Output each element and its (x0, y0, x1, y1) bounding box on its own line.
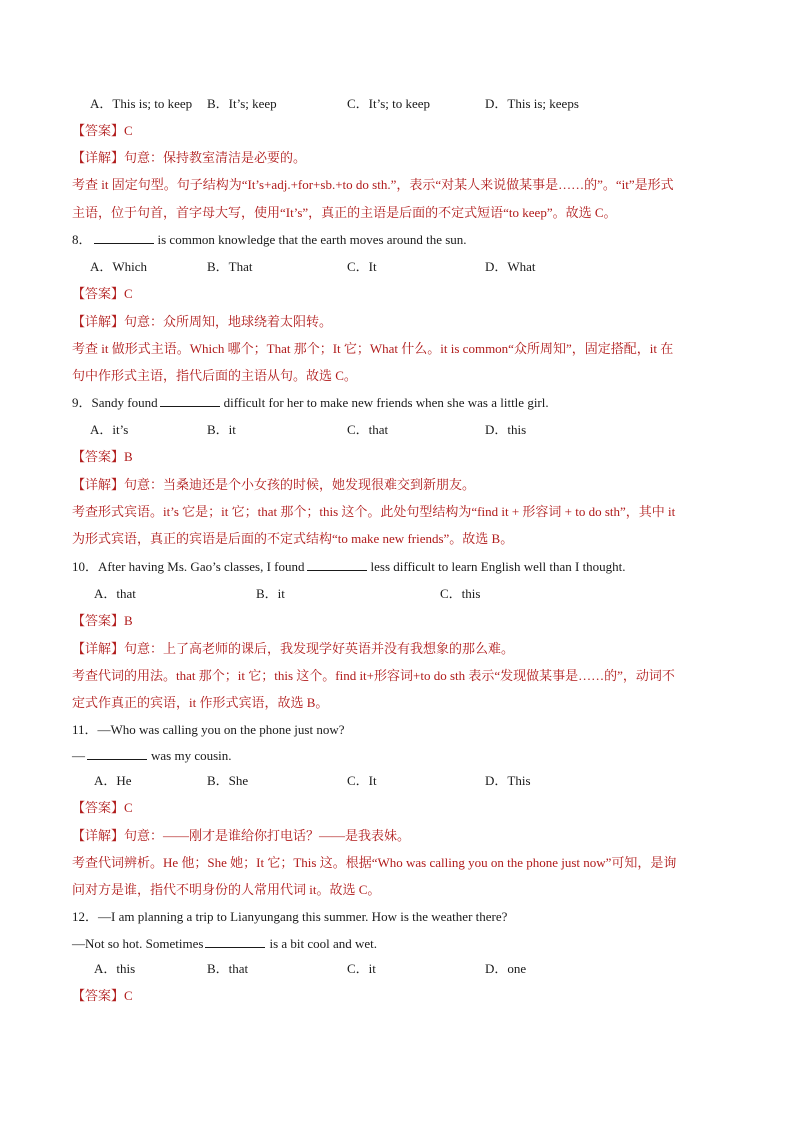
answer-value: B (124, 449, 133, 464)
detail-line (72, 149, 306, 167)
answer-value: C (124, 123, 133, 138)
answer-blank (160, 394, 220, 407)
option-d: D．What (485, 259, 536, 274)
answer-blank (94, 231, 154, 244)
option-c: C．It (347, 259, 377, 274)
answer-value: C (124, 286, 133, 301)
option-b: B．That (207, 259, 253, 274)
option-b: B．She (207, 773, 249, 788)
answer-tag: 【答案】 (72, 800, 125, 815)
question-text: 9．Sandy found (72, 395, 158, 410)
option-d: D．this (485, 422, 527, 437)
answer-tag: 【答案】 (72, 449, 125, 464)
option-c: C．this (440, 586, 481, 601)
question-stem (72, 394, 549, 412)
option-c: C．It’s; to keep (347, 96, 431, 111)
answer-blank (87, 747, 147, 760)
answer-blank (205, 935, 265, 948)
dialogue-dash: — (72, 748, 85, 763)
question-text: is common knowledge that the earth moves around the sun. (157, 232, 467, 247)
answer-tag: 【答案】 (72, 613, 125, 628)
option-c: C．that (347, 422, 389, 437)
option-a: A．that (94, 586, 136, 601)
explanation-line: 考查 it 固定句型。句子结构为“It’s+adj.+for+sb.+to do sth.”，表示“对某人来说做某事是……的”。“it”是形式 (72, 177, 674, 192)
explanation-line: 考查形式宾语。it’s 它是；it 它；that 那个；this 这个。此处句型结构为“find it + 形容词 + to do sth”，其中 it (72, 504, 676, 519)
answer-value: C (124, 800, 133, 815)
detail-tag: 【详解】 (72, 641, 125, 656)
detail-tag: 【详解】 (72, 477, 125, 492)
meaning-text: 句意：上了高老师的课后，我发现学好英语并没有我想象的那么难。 (124, 641, 515, 656)
question-stem: 12．—I am planning a trip to Lianyungang this summer. How is the weather there? (72, 909, 508, 924)
answer-value: C (124, 988, 133, 1003)
explanation-line: 定式作真正的宾语，it 作形式宾语，故选 B。 (72, 695, 329, 710)
detail-line (72, 313, 332, 331)
meaning-text: 句意：——刚才是谁给你打电话？——是我表妹。 (124, 828, 411, 843)
answer-blank (307, 558, 367, 571)
detail-line (72, 827, 410, 845)
explanation-line: 句中作形式主语，指代后面的主语从句。故选 C。 (72, 368, 357, 383)
option-a: A．This is; to keep (90, 96, 193, 111)
answer-value: B (124, 613, 133, 628)
meaning-text: 句意：当桑迪还是个小女孩的时候，她发现很难交到新朋友。 (124, 477, 476, 492)
option-d: D．This (485, 773, 531, 788)
answer-tag: 【答案】 (72, 123, 125, 138)
question-stem (72, 747, 232, 765)
explanation-line: 主语，位于句首，首字母大写，使用“It’s”，真正的主语是后面的不定式短语“to keep”。故选 C。 (72, 205, 617, 220)
explanation-line: 问对方是谁，指代不明身份的人常用代词 it。故选 C。 (72, 882, 381, 897)
option-a: A．this (94, 961, 136, 976)
option-d: D．This is; keeps (485, 96, 579, 111)
explanation-line: 考查代词辨析。He 他；She 她；It 它；This 这。根据“Who was calling you on the phone just now”可知，是询 (72, 855, 677, 870)
option-b: B．that (207, 961, 249, 976)
answer-line (72, 612, 133, 630)
question-text: —Not so hot. Sometimes (72, 936, 204, 951)
question-stem (72, 558, 626, 576)
explanation-line: 考查 it 做形式主语。Which 哪个；That 那个；It 它；What 什么。it is common“众所周知”，固定搭配，it 在 (72, 341, 674, 356)
option-c: C．it (347, 961, 376, 976)
detail-line (72, 640, 514, 658)
option-a: A．Which (90, 259, 148, 274)
answer-line (72, 122, 133, 140)
answer-line (72, 799, 133, 817)
detail-line (72, 476, 475, 494)
question-text: difficult for her to make new friends when she was a little girl. (223, 395, 549, 410)
question-text: was my cousin. (151, 748, 232, 763)
answer-tag: 【答案】 (72, 286, 125, 301)
question-number: 8． (72, 232, 92, 247)
meaning-text: 句意：保持教室清洁是必要的。 (124, 150, 307, 165)
answer-tag: 【答案】 (72, 988, 125, 1003)
option-b: B．it (256, 586, 285, 601)
question-stem (72, 935, 377, 953)
option-b: B．it (207, 422, 236, 437)
option-c: C．It (347, 773, 377, 788)
question-text: 10．After having Ms. Gao’s classes, I found (72, 559, 305, 574)
answer-line (72, 987, 133, 1005)
question-stem: 11．—Who was calling you on the phone just now? (72, 722, 345, 737)
option-d: D．one (485, 961, 527, 976)
explanation-line: 考查代词的用法。that 那个；it 它；this 这个。find it+形容词+to do sth 表示“发现做某事是……的”，动词不 (72, 668, 675, 683)
answer-line (72, 448, 133, 466)
explanation-line: 为形式宾语，真正的宾语是后面的不定式结构“to make new friends”。故选 B。 (72, 531, 514, 546)
option-a: A．it’s (90, 422, 129, 437)
meaning-text: 句意：众所周知，地球绕着太阳转。 (124, 314, 333, 329)
question-stem (72, 231, 467, 249)
option-a: A．He (94, 773, 132, 788)
detail-tag: 【详解】 (72, 150, 125, 165)
detail-tag: 【详解】 (72, 314, 125, 329)
question-text: less difficult to learn English well than I thought. (370, 559, 626, 574)
detail-tag: 【详解】 (72, 828, 125, 843)
question-text: is a bit cool and wet. (269, 936, 378, 951)
option-b: B．It’s; keep (207, 96, 277, 111)
answer-line (72, 285, 133, 303)
